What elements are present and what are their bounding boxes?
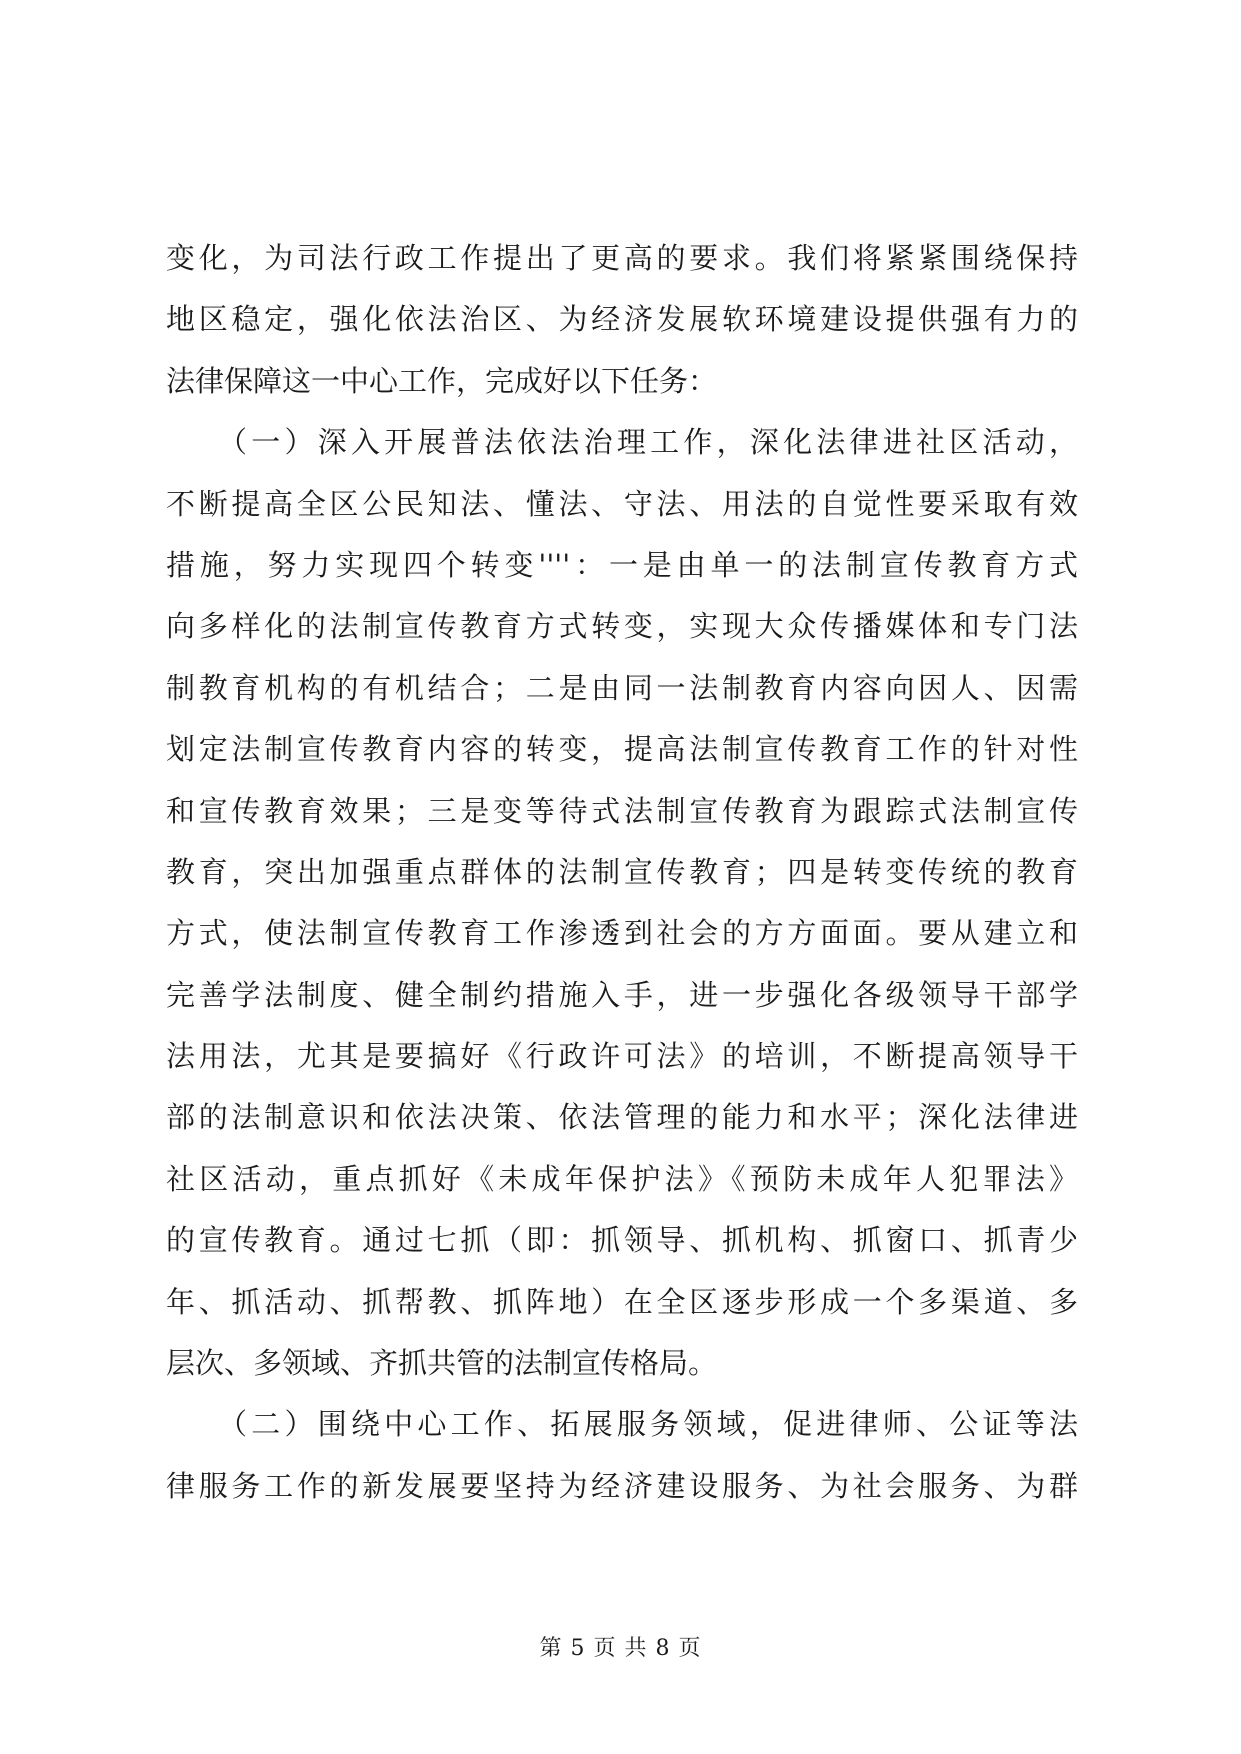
text-line: 的宣传教育。通过七抓（即：抓领导、抓机构、抓窗口、抓青少 xyxy=(166,1223,1078,1258)
text-line: 向多样化的法制宣传教育方式转变，实现大众传播媒体和专门法 xyxy=(166,609,1078,644)
text-line: 法用法，尤其是要搞好《行政许可法》的培训，不断提高领导干 xyxy=(166,1039,1078,1074)
text-line: （一）深入开展普法依法治理工作，深化法律进社区活动， xyxy=(166,425,1078,460)
text-line: 划定法制宣传教育内容的转变，提高法制宣传教育工作的针对性 xyxy=(166,732,1078,767)
text-line: 制教育机构的有机结合；二是由同一法制教育内容向因人、因需 xyxy=(166,670,1078,705)
body-text xyxy=(166,228,1078,1517)
text-line: 社区活动，重点抓好《未成年保护法》《预防未成年人犯罪法》 xyxy=(166,1161,1078,1196)
text-line: 层次、多领域、齐抓共管的法制宣传格局。 xyxy=(166,1346,718,1381)
text-line: 部的法制意识和依法决策、依法管理的能力和水平；深化法律进 xyxy=(166,1100,1078,1135)
page-number-footer: 第 5 页 共 8 页 xyxy=(539,1636,702,1661)
text-line: 完善学法制度、健全制约措施入手，进一步强化各级领导干部学 xyxy=(166,977,1078,1012)
text-line: 和宣传教育效果；三是变等待式法制宣传教育为跟踪式法制宣传 xyxy=(166,793,1078,828)
text-line: 年、抓活动、抓帮教、抓阵地）在全区逐步形成一个多渠道、多 xyxy=(166,1284,1078,1319)
text-line: 地区稳定，强化依法治区、为经济发展软环境建设提供强有力的 xyxy=(166,302,1078,337)
text-line: 变化，为司法行政工作提出了更高的要求。我们将紧紧围绕保持 xyxy=(166,241,1078,275)
text-line: 律服务工作的新发展要坚持为经济建设服务、为社会服务、为群 xyxy=(166,1468,1078,1503)
text-line: 不断提高全区公民知法、懂法、守法、用法的自觉性要采取有效 xyxy=(166,486,1078,521)
text-line: 措施，努力实现四个转变''''：一是由单一的法制宣传教育方式 xyxy=(166,547,1078,582)
text-line: 法律保障这一中心工作，完成好以下任务： xyxy=(166,363,718,398)
text-line: （二）围绕中心工作、拓展服务领域，促进律师、公证等法 xyxy=(166,1407,1078,1442)
text-line: 教育，突出加强重点群体的法制宣传教育；四是转变传统的教育 xyxy=(166,854,1078,889)
text-line: 方式，使法制宣传教育工作渗透到社会的方方面面。要从建立和 xyxy=(166,916,1078,951)
